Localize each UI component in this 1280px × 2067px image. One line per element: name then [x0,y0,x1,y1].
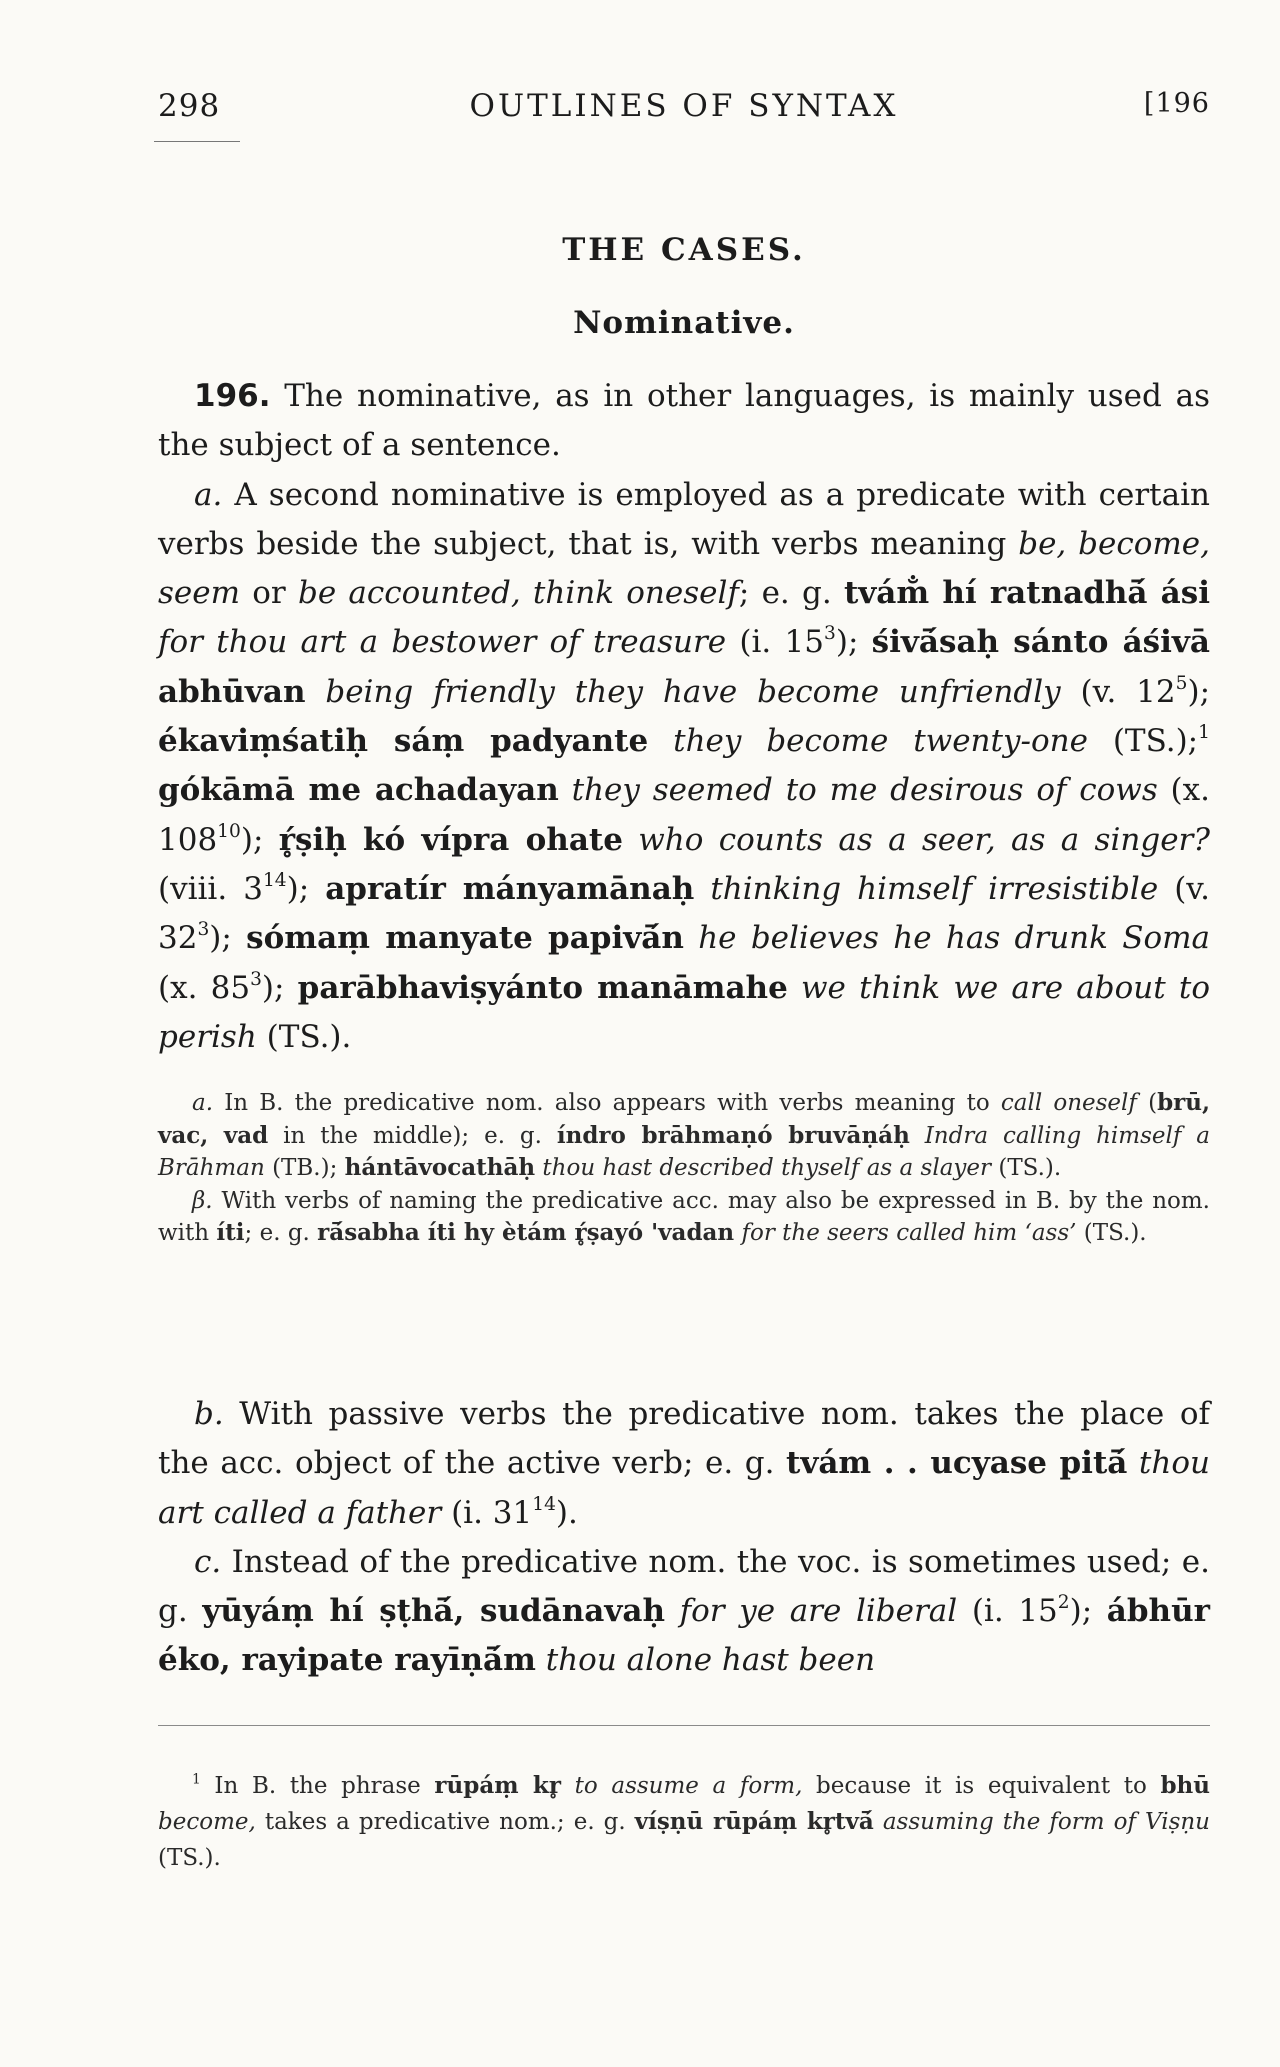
page-number: 298 [158,88,221,124]
footnote-1: $^1$ In B. the phrase rūpáṃ kr̥ to assume a form, because it is equivalent to bhū become, takes a predicative nom.; e. g. víṣṇū rūpáṃ kr̥tvā́ assuming the form of Viṣṇu (TS.). [158,1771,1210,1871]
running-head-title: OUTLINES OF SYNTAX [469,88,899,124]
sanskrit-quote: brū, vac, vad [158,1089,1210,1149]
main-text [158,372,1210,1062]
footnote [158,1768,1210,1876]
sanskrit-quote: índro brāhmaṇó bruvāṇáḥ [556,1121,910,1149]
item-label: a. [192,1090,214,1116]
sanskrit-quote: ékaviṃśatiḥ sáṃ padyante [158,723,649,760]
sanskrit-quote: tvám . . ucyase pitā́ [786,1445,1128,1482]
page-number-underline [154,141,240,142]
translation: for thou art a bestower of treasure [158,624,727,661]
footnote-divider [158,1725,1210,1726]
translation: to assume a form, [560,1773,803,1799]
translation: Indra calling himself a Brāhman [158,1122,1210,1181]
sanskrit-quote: rūpáṃ kr̥ [434,1772,561,1799]
note-beta: β. With verbs of naming the predicative acc. may also be expressed in B. by the nom. with íti; e. g. rā́sabha íti hy ètám ŕ̥ṣayó 'vadan for the seers called him ‘ass’ (TS.). [158,1187,1210,1246]
translation: being friendly they have become unfriendly [305,673,1061,710]
item-label: c. [194,1543,222,1580]
small-print-notes [158,1087,1210,1250]
paragraph-text: The nominative, as in other languages, is mainly used as the subject of a sentence. [158,378,1210,464]
translation: he believes he has drunk Soma [683,920,1210,957]
sanskrit-quote: rā́sabha íti hy ètám ŕ̥ṣayó 'vadan [317,1219,735,1246]
sanskrit-quote: yūyáṃ hí ṣṭhā́, sudānavaḥ [202,1593,665,1630]
paragraph-b: b. With passive verbs the predicative nom. takes the place of the acc. object of the active verb; e. g. tvám . . ucyase pitā́ thou art called a father (i. $31^{14}$). [158,1396,1210,1531]
sanskrit-quote: hántāvocathāḥ [344,1154,536,1181]
sanskrit-quote: tvám̐ hí ratnadhā́ ási [843,575,1210,612]
sanskrit-quote: sómaṃ manyate papivā́n [246,920,684,957]
translation: for the seers called him ‘ass’ [734,1220,1077,1246]
note-alpha: a. In B. the predicative nom. also appears with verbs meaning to call oneself (brū, vac, vad in the middle); e. g. índro brāhmaṇó bruvāṇáḥ Indra calling himself a Brāhman (TB.); hántāvocathāḥ thou hast described thyself as a slayer (TS.). [158,1089,1210,1181]
item-label: β. [192,1187,213,1214]
translation: we think we are about to perish [158,969,1210,1055]
sanskrit-quote: parābhaviṣyánto manāmahe [297,969,788,1006]
footnote-ref: 1 [1198,722,1210,744]
section-number: 196. [194,378,271,414]
sanskrit-quote: śivā́saḥ sánto áśivā abhūvan [158,624,1210,710]
paragraph-c: c. Instead of the predicative nom. the voc. is sometimes used; e. g. yūyáṃ hí ṣṭhā́, sudānavaḥ for ye are liberal (i. $15^2$); ábhūr éko, rayipate rayīṇā́m thou alone hast been [158,1543,1210,1679]
item-label: b. [194,1396,224,1432]
translation: become, [158,1809,256,1835]
translation: thou art called a father [158,1445,1210,1531]
footnote-number: 1 [192,1771,201,1788]
sanskrit-quote: víṣṇū rūpáṃ kr̥tvā́ [634,1808,874,1835]
sanskrit-quote: ŕ̥ṣiḥ kó vípra ohate [278,821,623,858]
translation: they seemed to me desirous of cows [558,772,1158,809]
translation: thou hast described thyself as a slayer [535,1155,992,1181]
paragraph-196 [158,372,1210,471]
translation: they become twenty-one [648,723,1088,760]
section-reference: [196 [1143,88,1210,119]
paragraph-a: a. A second nominative is employed as a predicate with certain verbs beside the subject, that is, with verbs meaning be, become, seem or be accounted, think oneself; e. g. tvám̐ hí ratnadhā́ ási for thou art a bestower of treasure (i. $15^3$); śivā́saḥ sánto áśivā abhūvan being friendly they have become unfriendly (v. $12^5$); ékaviṃśatiḥ sáṃ padyante they become twenty-one (TS.);$^1$ gókāmā me achadayan they seemed to me desirous of cows (x. $108^{10}$); ŕ̥ṣiḥ kó vípra ohate who counts as a seer, as a singer? (viii. $3^{14}$); apratír mányamānaḥ thinking himself irresistible (v. $32^3$); sómaṃ manyate papivā́n he believes he has drunk Soma (x. $85^3$); parābhaviṣyánto manāmahe we think we are about to perish (TS.). [158,476,1211,1055]
sanskrit-quote: bhū [1160,1772,1210,1799]
translation: who counts as a seer, as a singer? [622,821,1210,858]
translation: thou alone hast been [535,1642,876,1679]
chapter-heading: THE CASES. [562,232,806,268]
item-label: a. [194,476,223,513]
sanskrit-quote: ábhūr éko, rayipate rayīṇā́m [158,1593,1210,1679]
sanskrit-quote: gókāmā me achadayan [158,772,559,809]
translation: for ye are liberal [665,1593,958,1630]
translation: assuming the form of Viṣṇu [873,1809,1210,1835]
section-heading: Nominative. [573,305,795,341]
sanskrit-quote: apratír mányamānaḥ [325,870,695,907]
running-header [158,82,1210,132]
main-text-continued [158,1390,1210,1686]
sanskrit-quote: íti [216,1219,245,1246]
translation: thinking himself irresistible [694,870,1159,907]
